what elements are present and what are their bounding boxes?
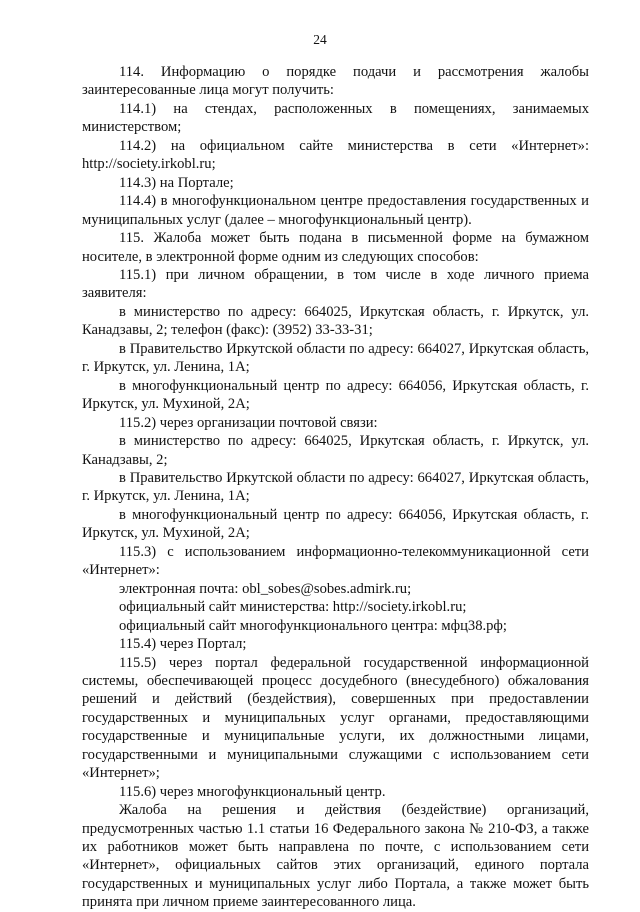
ministry-site-line: официальный сайт министерства: http://society.irkobl.ru; [119, 599, 467, 616]
paragraph-complaint-organizations: Жалоба на решения и действия (бездействие) организаций, предусмотренных частью 1.1 статьи 16 Федерального закона № 210-ФЗ, а также их работников может быть направлена по почте, с использованием сети «Интернет», официальных сайтов этих организаций, единого портала государственных и муниципальных услуг либо Портала, а также может быть принята при личном приеме заинтересованного лица. [82, 802, 589, 911]
paragraph-115-2: 115.2) через организации почтовой связи: [119, 414, 378, 431]
address-ministry-in-person: в министерство по адресу: 664025, Иркутская область, г. Иркутск, ул. Канадзавы, 2; телефон (факс): (3952) 33-33-31; [82, 303, 589, 339]
address-government-in-person: в Правительство Иркутской области по адресу: 664027, Иркутская область, г. Иркутск, ул. Ленина, 1А; [82, 340, 589, 376]
paragraph-115-1: 115.1) при личном обращении, в том числе в ходе личного приема заявителя: [82, 266, 589, 302]
paragraph-115-4: 115.4) через Портал; [119, 636, 247, 653]
address-mfc-post: в многофункциональный центр по адресу: 664056, Иркутская область, г. Иркутск, ул. Мухиной, 2А; [82, 506, 589, 542]
paragraph-114-3: 114.3) на Портале; [119, 174, 234, 191]
paragraph-115-3: 115.3) с использованием информационно-телекоммуникационной сети «Интернет»: [82, 543, 589, 579]
paragraph-115-6: 115.6) через многофункциональный центр. [119, 783, 386, 800]
email-line: электронная почта: obl_sobes@sobes.admirk.ru; [119, 580, 412, 597]
paragraph-115-5: 115.5) через портал федеральной государственной информационной системы, обеспечивающей процесс досудебного (внесудебного) обжалования решений и действий (бездействия), совершенных при предоставлении государственных и муниципальных услуг органами, предоставляющими государственные и муниципальные услуги, их должностными лицами, государственными и муниципальными служащими с использованием сети «Интернет»; [82, 654, 589, 782]
page-number: 24 [313, 32, 327, 47]
paragraph-114-2: 114.2) на официальном сайте министерства в сети «Интернет»: http://society.irkobl.ru; [82, 137, 589, 173]
paragraph-114-4: 114.4) в многофункциональном центре предоставления государственных и муниципальных услуг (далее – многофункциональный центр). [82, 193, 589, 228]
address-government-post: в Правительство Иркутской области по адресу: 664027, Иркутская область, г. Иркутск, ул. Ленина, 1А; [82, 469, 589, 505]
paragraph-114-1: 114.1) на стендах, расположенных в помещениях, занимаемых министерством; [82, 100, 589, 136]
address-mfc-in-person: в многофункциональный центр по адресу: 664056, Иркутская область, г. Иркутск, ул. Мухиной, 2А; [82, 377, 589, 413]
address-ministry-post: в министерство по адресу: 664025, Иркутская область, г. Иркутск, ул. Канадзавы, 2; [82, 433, 589, 468]
paragraph-115: 115. Жалоба может быть подана в письменной форме на бумажном носителе, в электронной форме одним из следующих способов: [82, 230, 589, 265]
paragraph-114: 114. Информацию о порядке подачи и рассмотрения жалобы заинтересованные лица могут получить: [82, 64, 589, 99]
document-body [82, 63, 589, 912]
mfc-site-line: официальный сайт многофункционального центра: мфц38.рф; [119, 617, 507, 634]
